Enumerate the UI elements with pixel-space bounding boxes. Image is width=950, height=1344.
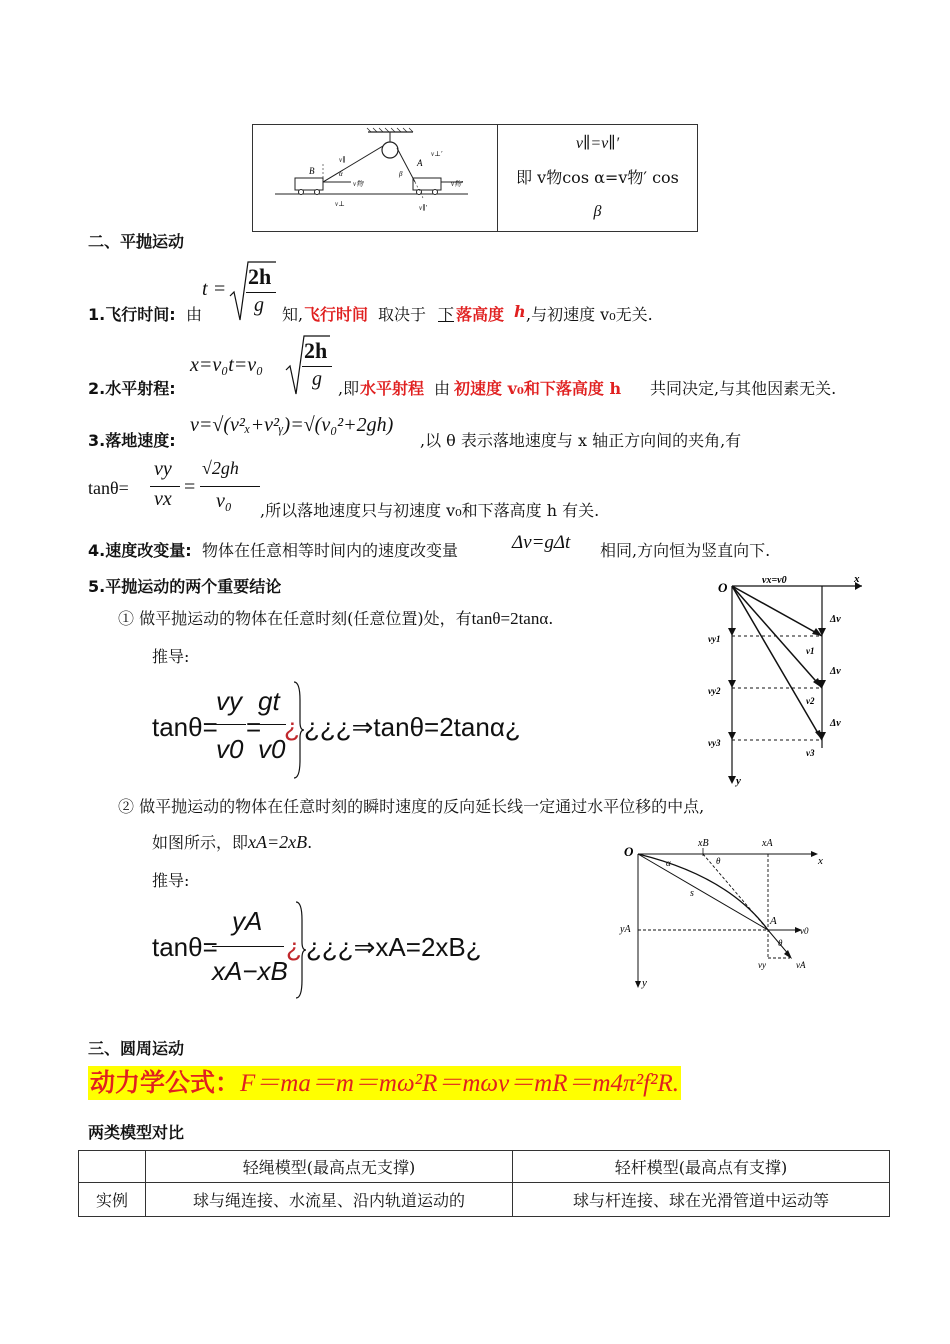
item4-post: 相同,方向恒为竖直向下. <box>600 541 771 560</box>
item4-pre: 物体在任意相等时间内的速度改变量 <box>202 541 459 560</box>
item2-pre: ,即 <box>338 379 360 398</box>
item3b-eq: = <box>184 476 196 498</box>
fig1-y: y <box>736 775 741 787</box>
fig2-xB: xB <box>698 838 709 849</box>
fig-label-B: B <box>309 166 315 176</box>
fig1-v3: v3 <box>806 748 815 758</box>
deriv2-den: xA−xB <box>212 956 288 986</box>
fig-label-beta: β <box>399 170 403 178</box>
item1-under: 下 <box>438 305 455 324</box>
item1-post: ,与初速度 v₀无关. <box>526 305 653 324</box>
item2-mid: 由 <box>434 379 451 398</box>
model-compare-table <box>78 1150 890 1217</box>
item3b-post: ,所以落地速度只与初速度 v₀和下落高度 h 有关. <box>260 501 600 520</box>
fig2-alpha: α <box>666 858 671 868</box>
item1-label: 1.飞行时间: <box>88 305 176 324</box>
item1-h: h <box>514 302 526 321</box>
fig1-x: x <box>854 573 860 585</box>
item3b-frac2-bar <box>200 486 260 487</box>
fig2-v0: v0 <box>800 926 809 936</box>
conclusion2: ② 做平抛运动的物体在任意时刻的瞬时速度的反向延长线一定通过水平位移的中点, <box>118 797 705 816</box>
deriv1-eq: = <box>246 712 262 742</box>
fig2-xA: xA <box>762 838 773 849</box>
fig-label-vperp2: v⊥′ <box>431 150 443 158</box>
item1-pre: 由 <box>186 305 203 324</box>
table-row <box>79 1183 890 1217</box>
fig-label-vobj2: v物′ <box>451 180 463 188</box>
deriv2-bar <box>212 946 284 947</box>
eq-cos: 即 v物cos α=v物′ cos <box>516 168 679 187</box>
fig2-O: O <box>624 844 634 859</box>
eq-parallel: v∥=v∥′ <box>575 135 620 152</box>
fig-label-A: A <box>417 158 423 168</box>
conclusion2b-formula: xA=2xB <box>248 832 308 852</box>
fig1-dv3: Δv <box>830 718 841 729</box>
dynamics-formula: F＝ma＝m＝mω²R＝mωv＝mR＝m4π²f²R. <box>240 1070 680 1097</box>
item2-label: 2.水平射程: <box>88 379 176 398</box>
fig2-theta1: θ <box>716 856 721 866</box>
fig1-dv1: Δv <box>830 614 841 625</box>
fig1-O: O <box>718 580 728 595</box>
item3b-f1den: vx <box>154 488 172 510</box>
velocity-vector-figure <box>700 572 870 790</box>
deriv1-b-bar <box>256 724 286 725</box>
item1-mid2: 取决于 <box>378 305 427 324</box>
displacement-figure <box>618 834 834 994</box>
fig-label-alpha: α <box>339 170 343 178</box>
table-header-cell-2: 轻杆模型(最高点有支撑) <box>513 1151 890 1183</box>
top-table <box>252 124 698 232</box>
derivation1 <box>152 680 521 780</box>
fig2-vA: vA <box>796 960 806 970</box>
item3b-tan-lhs: tanθ= <box>88 478 129 498</box>
deriv1-tan: tanθ= <box>152 712 218 742</box>
model-compare-heading: 两类模型对比 <box>88 1123 185 1142</box>
deriv1-mark: ¿ <box>284 712 300 742</box>
deriv2-mark: ¿ <box>286 932 302 962</box>
item3b-f2num: √2gh <box>202 458 239 478</box>
deriv1-b-num: gt <box>258 686 280 716</box>
fig-label-vperp: v⊥ <box>335 200 345 208</box>
conclusion2b-text: 如图所示，即 <box>152 833 249 852</box>
table-cell-rope: 球与绳连接、水流星、沿内轨道运动的 <box>146 1183 513 1217</box>
fig1-dv2: Δv <box>830 666 841 677</box>
item3-landing-velocity <box>88 410 888 450</box>
item3-post: ,以 θ 表示落地速度与 x 轴正方向间的夹角,有 <box>420 431 742 450</box>
section2-heading: 二、平抛运动 <box>88 232 185 251</box>
table-header-cell-0 <box>79 1151 146 1183</box>
item4-delta-v <box>88 532 888 562</box>
fig2-yA: yA <box>620 924 631 935</box>
item1-eq: = <box>214 278 226 300</box>
fig2-vy: vy <box>758 960 766 970</box>
deriv1-b-den: v0 <box>258 734 286 764</box>
item2-num: 2h <box>304 338 328 363</box>
dynamics-formula-banner <box>88 1066 681 1100</box>
item3b-f1num: vy <box>154 458 172 480</box>
item1-num: 2h <box>248 264 272 289</box>
deriv2-result: ¿¿¿⇒xA=2xB¿ <box>306 932 482 962</box>
conclusion2b: 如图所示，即xA=2xB. <box>152 832 313 852</box>
fig-label-vpar: v∥ <box>339 156 346 164</box>
item3b-tan <box>88 458 888 520</box>
fig-label-vpar2: v∥′ <box>419 204 427 212</box>
item1-frac-bar <box>246 292 276 293</box>
item1-red1: 飞行时间 <box>304 305 369 324</box>
eq-beta: β <box>593 203 602 220</box>
fig1-vx: vx=v0 <box>762 575 787 586</box>
item3-formula: v=√(v²ₓ+v²ᵧ)=√(v₀²+2gh) <box>190 414 394 436</box>
item1-flight-time <box>88 258 888 328</box>
item4-formula: Δv=gΔt <box>512 532 571 553</box>
fig2-x: x <box>818 855 823 867</box>
fig1-vy1: vy1 <box>708 634 721 644</box>
deriv1-a-num: vy <box>216 686 242 716</box>
constraint-eq-cell <box>498 125 698 232</box>
fig2-s: s <box>690 888 694 899</box>
item2-frac-bar <box>302 366 332 367</box>
fig-label-vobj: v物 <box>353 180 364 188</box>
deriv2-num: yA <box>232 906 263 936</box>
conclusion1-end: . <box>548 609 554 628</box>
table-cell-rod: 球与杆连接、球在光滑管道中运动等 <box>513 1183 890 1217</box>
deriv1-a-den: v0 <box>216 734 244 764</box>
item3b-f2den: v₀ <box>216 490 232 512</box>
item1-mid: 知, <box>282 305 304 324</box>
item1-den: g <box>254 294 264 316</box>
dynamics-label: 动力学公式： <box>90 1068 241 1097</box>
fig2-A: A <box>770 915 777 927</box>
item1-t: t <box>202 278 208 300</box>
fig1-v2: v2 <box>806 696 815 706</box>
pulley-figure-cell <box>253 125 498 232</box>
item3-label: 3.落地速度: <box>88 431 176 450</box>
pulley-figure <box>253 126 497 226</box>
item2-formula: x=v₀t=v₀ <box>190 354 264 376</box>
item1-red2: 落高度 <box>456 305 505 324</box>
section3-heading: 三、圆周运动 <box>88 1039 185 1058</box>
conclusion1 <box>118 606 553 629</box>
item2-range <box>88 334 888 400</box>
table-header-row <box>79 1151 890 1183</box>
item2-post: 共同决定,与其他因素无关. <box>650 379 837 398</box>
item2-red2: 初速度 v₀和下落高度 h <box>454 379 622 398</box>
fig2-y: y <box>642 977 647 989</box>
derive-label-1: 推导: <box>152 647 190 666</box>
table-cell-label: 实例 <box>79 1183 146 1217</box>
fig2-theta2: θ <box>778 938 783 948</box>
item3b-frac1-bar <box>150 486 180 487</box>
conclusion1-text: ① 做平抛运动的物体在任意时刻(任意位置)处，有 <box>118 609 472 628</box>
derivation2 <box>152 900 492 1000</box>
item5-heading: 5.平抛运动的两个重要结论 <box>88 577 282 596</box>
deriv1-a-bar <box>212 724 246 725</box>
deriv1-result: ¿¿¿⇒tanθ=2tanα¿ <box>304 712 521 742</box>
conclusion1-formula: tanθ=2tanα <box>471 609 549 628</box>
derive-label-2: 推导: <box>152 871 190 890</box>
item2-red1: 水平射程 <box>360 379 425 398</box>
fig1-vy2: vy2 <box>708 686 721 696</box>
item4-label: 4.速度改变量: <box>88 541 192 560</box>
fig1-vy3: vy3 <box>708 738 721 748</box>
fig1-v1: v1 <box>806 646 815 656</box>
table-header-cell-1: 轻绳模型(最高点无支撑) <box>146 1151 513 1183</box>
item2-den: g <box>312 368 322 390</box>
deriv2-tan: tanθ= <box>152 932 218 962</box>
